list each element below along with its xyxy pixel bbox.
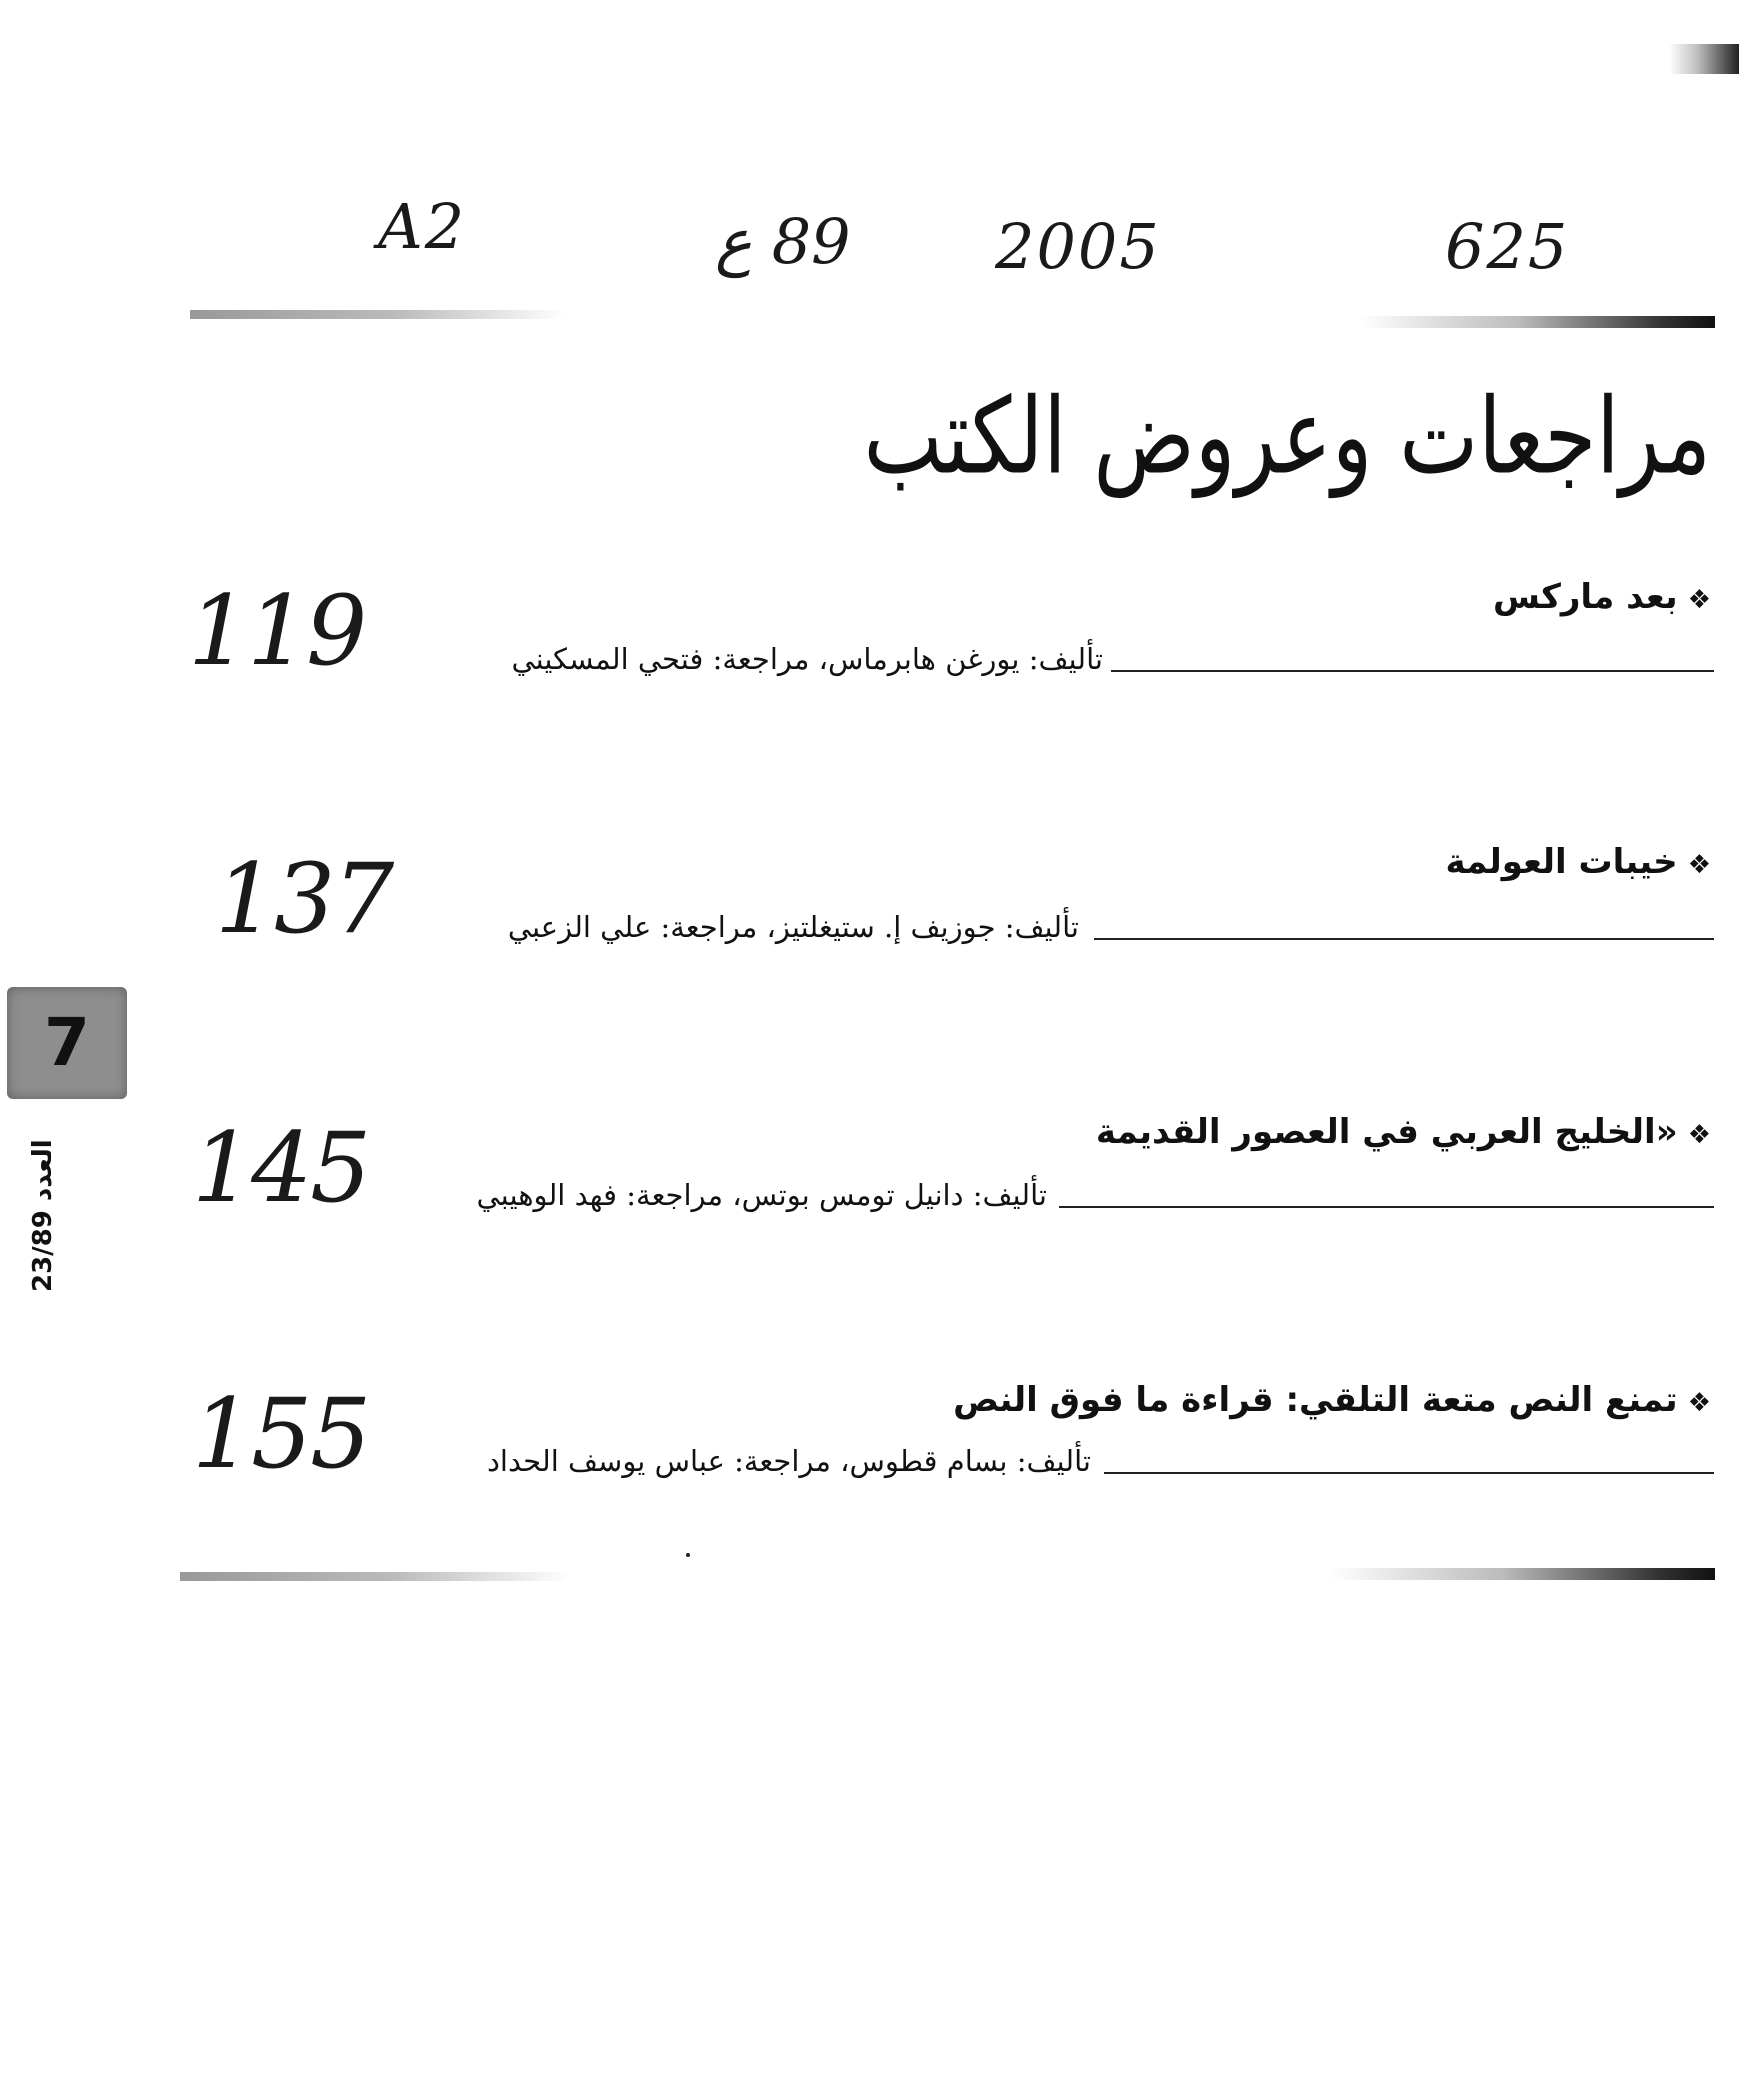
handwritten-note-year: 2005 <box>995 210 1161 283</box>
lower-band-left <box>180 1572 570 1581</box>
scan-speck <box>686 1553 690 1557</box>
section-title: مراجعات وعروض الكتب <box>863 375 1711 498</box>
top-rule-left <box>190 310 565 319</box>
page-number-handwritten: 119 <box>188 575 366 687</box>
entry-credit: تأليف: بسام قطوس، مراجعة: عباس يوسف الحداد <box>486 1444 1091 1478</box>
bullet-icon: ❖ <box>1687 1120 1711 1150</box>
entry-title: ❖تمنع النص متعة التلقي: قراءة ما فوق النص <box>953 1380 1711 1420</box>
handwritten-note-code: 625 <box>1445 210 1570 283</box>
issue-badge-number: 7 <box>44 1004 90 1081</box>
entry-credit: تأليف: جوزيف إ. ستيغلتيز، مراجعة: علي الزعبي <box>507 910 1079 944</box>
bullet-icon: ❖ <box>1687 850 1711 880</box>
bullet-icon: ❖ <box>1687 585 1711 615</box>
top-rule-right <box>1360 316 1715 328</box>
issue-label: العدد 23/89 <box>28 1139 58 1292</box>
entry-title: ❖خيبات العولمة <box>1445 842 1711 882</box>
entry-title: ❖بعد ماركس <box>1493 577 1711 617</box>
entry-rule <box>1094 938 1714 940</box>
entry-rule <box>1111 670 1714 672</box>
entry-rule <box>1059 1206 1714 1208</box>
handwritten-note-a2: A2 <box>378 190 467 263</box>
entry-credit: تأليف: يورغن هابرماس، مراجعة: فتحي المسكيني <box>511 642 1103 676</box>
page-number-handwritten: 137 <box>215 843 393 955</box>
entry-rule <box>1104 1472 1714 1474</box>
page-number-handwritten: 155 <box>192 1378 370 1490</box>
lower-band-right <box>1330 1568 1715 1580</box>
handwritten-note-issue: 89 ع <box>715 205 851 278</box>
scan-artifact <box>1669 44 1739 74</box>
bullet-icon: ❖ <box>1687 1388 1711 1418</box>
entry-credit: تأليف: دانيل تومس بوتس، مراجعة: فهد الوهيبي <box>476 1178 1047 1212</box>
page-number-handwritten: 145 <box>192 1112 370 1224</box>
entry-title: ❖«الخليج العربي في العصور القديمة <box>1095 1112 1711 1152</box>
